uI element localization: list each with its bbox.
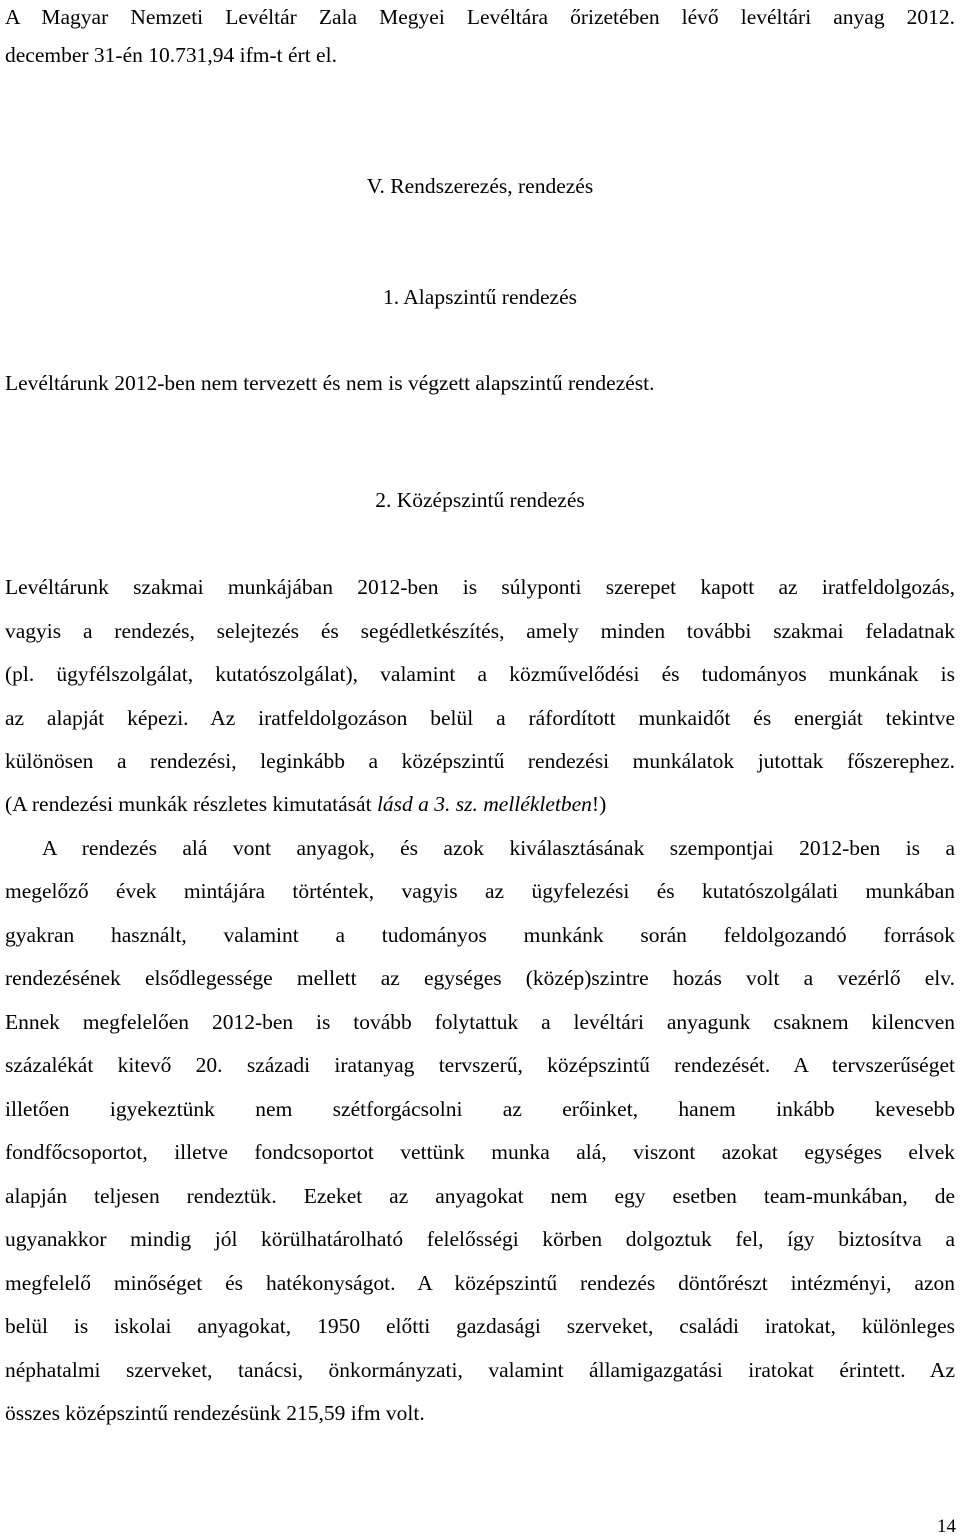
- para2-line: fondfőcsoportot, illetve fondcsoportot vettünk munka alá, viszont azokat egységes elvek: [5, 1140, 955, 1164]
- para2-line: ugyanakkor mindig jól körülhatárolható felelősségi körben dolgoztuk fel, így biztosítva a: [5, 1227, 955, 1251]
- intro-line-2: december 31-én 10.731,94 ifm-t ért el.: [5, 43, 337, 67]
- para2-line: belül is iskolai anyagokat, 1950 előtti gazdasági szerveket, családi iratokat, különleges: [5, 1314, 955, 1338]
- para1-last-line: [5, 791, 606, 817]
- page-number: 14: [937, 1516, 956, 1537]
- para2-line: százalékát kitevő 20. századi iratanyag tervszerű, középszintű rendezését. A tervszerűséget: [5, 1053, 955, 1077]
- para1-line: (pl. ügyfélszolgálat, kutatószolgálat), valamint a közművelődési és tudományos munkának is: [5, 662, 955, 686]
- para1-line: Levéltárunk szakmai munkájában 2012-ben is súlyponti szerepet kapott az iratfeldolgozás,: [5, 575, 955, 599]
- para1-line: az alapját képezi. Az iratfeldolgozáson belül a ráfordított munkaidőt és energiát tekintve: [5, 706, 955, 730]
- para2-line: Ennek megfelelően 2012-ben is tovább folytattuk a levéltári anyagunk csaknem kilencven: [5, 1010, 955, 1034]
- para1-line: különösen a rendezési, leginkább a középszintű rendezési munkálatok jutottak főszerephez.: [5, 749, 955, 773]
- section-1-heading: 1. Alapszintű rendezés: [382, 285, 578, 309]
- intro-line-1: A Magyar Nemzeti Levéltár Zala Megyei Levéltára őrizetében lévő levéltári anyag 2012.: [5, 5, 955, 29]
- para2-line: gyakran használt, valamint a tudományos munkánk során feldolgozandó források: [5, 923, 955, 947]
- para2-last-line: összes középszintű rendezésünk 215,59 ifm volt.: [5, 1401, 425, 1425]
- para2-line: A rendezés alá vont anyagok, és azok kiválasztásának szempontjai 2012-ben is a: [42, 836, 955, 860]
- para1-last-prefix: (A rendezési munkák részletes kimutatását: [5, 792, 377, 816]
- section-1-text: Levéltárunk 2012-ben nem tervezett és nem is végzett alapszintű rendezést.: [5, 371, 655, 395]
- section-v-heading: V. Rendszerezés, rendezés: [366, 174, 594, 198]
- para1-line: vagyis a rendezés, selejtezés és segédletkészítés, amely minden további szakmai feladatnak: [5, 619, 955, 643]
- section-2-heading: 2. Középszintű rendezés: [375, 488, 585, 512]
- para1-last-suffix: !): [591, 792, 607, 816]
- para2-line: rendezésének elsődlegessége mellett az egységes (közép)szintre hozás volt a vezérlő elv.: [5, 966, 955, 990]
- para2-line: megfelelő minőséget és hatékonyságot. A középszintű rendezés döntőrészt intézményi, azon: [5, 1271, 955, 1295]
- annex-reference: lásd a 3. sz. mellékletben: [376, 792, 592, 816]
- para2-line: alapján teljesen rendeztük. Ezeket az anyagokat nem egy esetben team-munkában, de: [5, 1184, 955, 1208]
- para2-line: illetően igyekeztünk nem szétforgácsolni az erőinket, hanem inkább kevesebb: [5, 1097, 955, 1121]
- para2-line: megelőző évek mintájára történtek, vagyis az ügyfelezési és kutatószolgálati munkában: [5, 879, 955, 903]
- para2-line: néphatalmi szerveket, tanácsi, önkormányzati, valamint államigazgatási iratokat érintett. Az: [5, 1358, 955, 1382]
